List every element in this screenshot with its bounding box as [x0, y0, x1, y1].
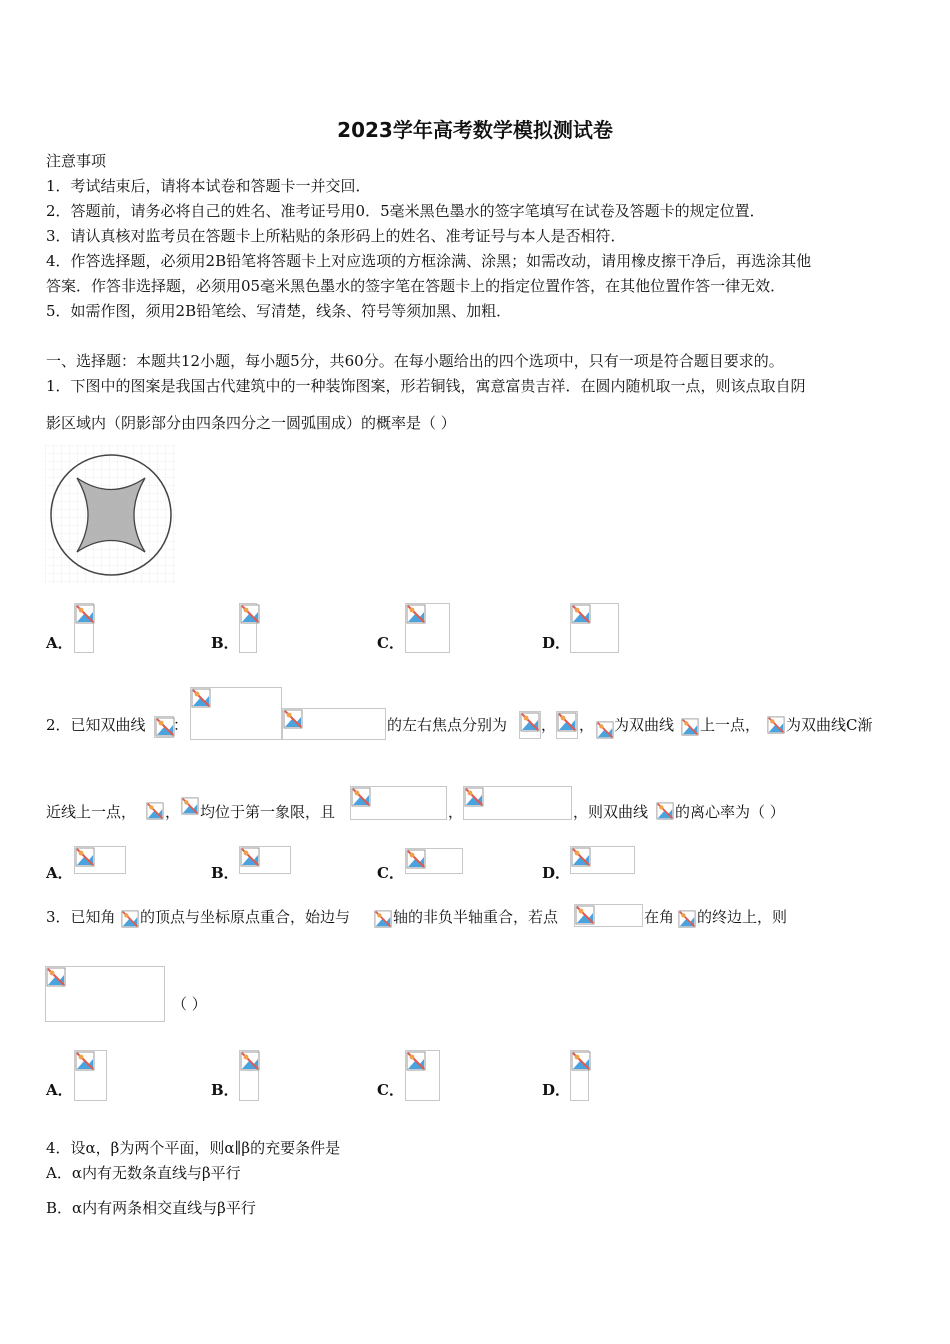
q3-text: 的终边上，则 — [697, 908, 788, 926]
image-placeholder-icon — [557, 712, 577, 732]
image-placeholder-icon — [240, 1051, 260, 1071]
option-d-label: D． — [542, 864, 571, 882]
q2-text: 为双曲线C渐 — [786, 716, 873, 734]
option-a-label: A． — [46, 1081, 73, 1099]
image-placeholder-icon — [75, 604, 95, 624]
q3-text: 3．已知角 — [46, 908, 116, 926]
q3-text: 轴的非负半轴重合，若点 — [393, 908, 559, 926]
image-placeholder-icon — [406, 1051, 426, 1071]
option-d-label: D． — [542, 634, 571, 652]
option-c-label: C． — [377, 1081, 404, 1099]
option-d-label: D． — [542, 1081, 571, 1099]
q2-text: ， — [448, 803, 464, 821]
q2-text: 的离心率为（ ） — [675, 803, 785, 821]
q1-stem-line2: 影区域内（阴影部分由四条四分之一圆弧围成）的概率是（ ） — [46, 414, 456, 432]
section-heading: 一、选择题：本题共12小题，每小题5分，共60分。在每小题给出的四个选项中，只有一项是符合题目要求的。 — [46, 352, 784, 370]
image-placeholder-icon — [406, 604, 426, 624]
image-placeholder-icon — [464, 787, 484, 807]
image-placeholder-icon — [46, 967, 66, 987]
image-placeholder-icon — [406, 849, 426, 869]
image-placeholder-icon — [678, 910, 696, 928]
image-placeholder-icon — [240, 604, 260, 624]
option-b-formula — [239, 1050, 259, 1101]
option-d-formula — [570, 603, 619, 653]
option-a-formula — [74, 603, 94, 653]
image-placeholder-icon — [121, 910, 139, 928]
q2-text: 上一点， — [700, 716, 761, 734]
q2-text: ， — [541, 716, 557, 734]
image-placeholder-icon — [283, 709, 303, 729]
option-b-formula — [239, 846, 291, 874]
image-placeholder-icon — [656, 802, 674, 820]
notice-item: 5．如需作图，须用2B铅笔绘、写清楚，线条、符号等须加黑、加粗． — [46, 302, 512, 320]
exam-title: 2023学年高考数学模拟测试卷 — [337, 118, 613, 142]
notice-heading: 注意事项 — [46, 152, 107, 170]
q3-formula — [45, 966, 165, 1022]
image-placeholder-icon — [240, 847, 260, 867]
option-b-label: B． — [211, 1081, 239, 1099]
notice-item: 2．答题前，请务必将自己的姓名、准考证号用0．5毫米黑色墨水的签字笔填写在试卷及答题卡的规定位置． — [46, 202, 765, 220]
q2-text: 为双曲线 — [614, 716, 675, 734]
image-placeholder-icon — [767, 716, 785, 734]
image-placeholder-icon — [75, 847, 95, 867]
notice-item: 4．作答选择题，必须用2B铅笔将答题卡上对应选项的方框涂满、涂黑；如需改动，请用橡皮擦干净后，再选涂其他 — [46, 252, 812, 270]
notice-item: 答案．作答非选择题，必须用05毫米黑色墨水的签字笔在答题卡上的指定位置作答，在其他位置作答一律无效． — [46, 277, 786, 295]
image-placeholder-icon — [571, 604, 591, 624]
q3-text: （ ） — [172, 995, 207, 1013]
q2-text: ， — [165, 803, 181, 821]
q2-text: 2．已知双曲线 — [46, 716, 146, 734]
q4-option-a: A．α内有无数条直线与β平行 — [46, 1164, 241, 1182]
q3-text: 在角 — [644, 908, 675, 926]
image-placeholder-icon — [374, 910, 392, 928]
q2-text: ，则双曲线 — [573, 803, 649, 821]
q2-text: 的左右焦点分别为 — [387, 716, 508, 734]
q2-formula — [190, 687, 282, 740]
image-placeholder-icon — [596, 721, 614, 739]
q2-text: ， — [579, 716, 595, 734]
option-c-formula — [405, 1050, 440, 1101]
image-placeholder-icon — [146, 802, 164, 820]
q2-formula — [463, 786, 572, 820]
q2-formula — [154, 716, 174, 738]
image-placeholder-icon — [520, 712, 540, 732]
notice-item: 3．请认真核对监考员在答题卡上所粘贴的条形码上的姓名、准考证号与本人是否相符． — [46, 227, 626, 245]
option-a-label: A． — [46, 634, 73, 652]
option-d-formula — [570, 1050, 589, 1101]
option-d-formula — [570, 846, 635, 874]
q1-stem-line1: 1．下图中的图案是我国古代建筑中的一种装饰图案，形若铜钱，寓意富贵吉祥．在圆内随机取一点，则该点取自阴 — [46, 377, 806, 395]
image-placeholder-icon — [351, 787, 371, 807]
notice-item: 1．考试结束后，请将本试卷和答题卡一并交回． — [46, 177, 371, 195]
q2-formula — [282, 708, 386, 740]
image-placeholder-icon — [75, 1051, 95, 1071]
image-placeholder-icon — [191, 688, 211, 708]
q2-formula — [350, 786, 447, 820]
q3-formula — [574, 904, 643, 927]
image-placeholder-icon — [571, 1051, 591, 1071]
q2-formula — [556, 711, 578, 739]
image-placeholder-icon — [155, 717, 175, 737]
option-a-label: A． — [46, 864, 73, 882]
image-placeholder-icon — [575, 905, 595, 925]
q3-text: 的顶点与坐标原点重合，始边与 — [140, 908, 351, 926]
image-placeholder-icon — [681, 718, 699, 736]
q4-option-b: B．α内有两条相交直线与β平行 — [46, 1199, 256, 1217]
option-c-formula — [405, 848, 463, 874]
q2-text: ： — [173, 716, 189, 734]
q1-coin-figure — [45, 445, 177, 585]
q2-text: 近线上一点， — [46, 803, 137, 821]
option-a-formula — [74, 1050, 107, 1101]
option-b-label: B． — [211, 634, 239, 652]
q4-stem: 4．设α，β为两个平面，则α∥β的充要条件是 — [46, 1139, 341, 1157]
q2-formula — [519, 711, 541, 739]
q2-text: 均位于第一象限，且 — [200, 803, 336, 821]
option-c-label: C． — [377, 864, 404, 882]
option-c-label: C． — [377, 634, 404, 652]
option-b-formula — [239, 603, 257, 653]
image-placeholder-icon — [181, 797, 199, 815]
option-b-label: B． — [211, 864, 239, 882]
option-c-formula — [405, 603, 450, 653]
option-a-formula — [74, 846, 126, 874]
image-placeholder-icon — [571, 847, 591, 867]
